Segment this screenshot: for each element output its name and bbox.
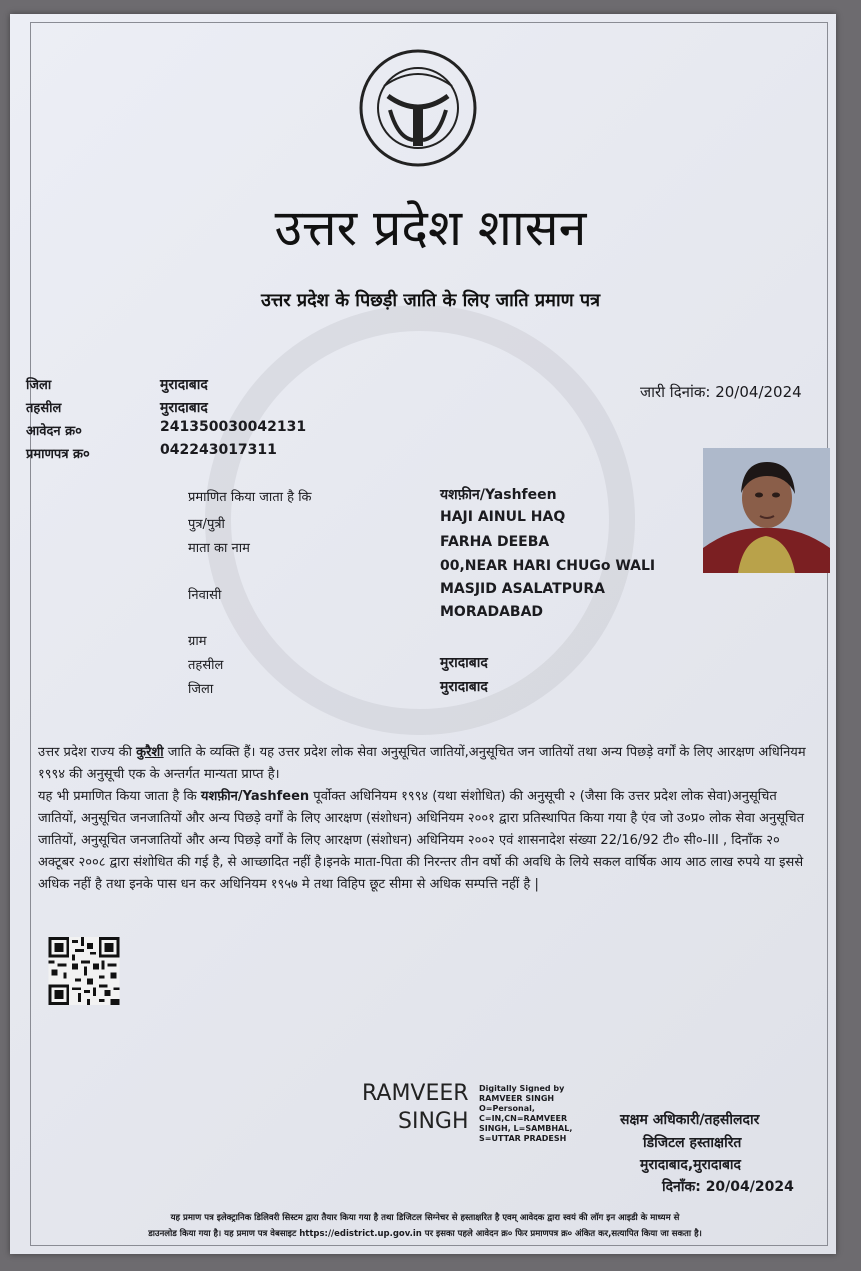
district-label: जिला — [26, 378, 52, 393]
resident-label: निवासी — [188, 588, 222, 603]
detail-tehsil-value: मुरादाबाद — [440, 655, 488, 671]
certify-label: प्रमाणित किया जाता है कि — [188, 490, 312, 505]
certificate-body — [38, 742, 818, 896]
address-line-3: MORADABAD — [440, 604, 544, 620]
body-paragraph-1 — [38, 742, 818, 786]
watermark-emblem — [205, 305, 635, 735]
district-value: मुरादाबाद — [160, 377, 208, 393]
footer-note — [40, 1210, 810, 1242]
document-title: उत्तर प्रदेश शासन — [274, 199, 587, 257]
body-p1-rest: जाति के व्यक्ति हैं। यह उत्तर प्रदेश लोक सेवा अनुसूचित जातियों,अनुसूचित जन जातियों तथा अन्य पिछड़े वर्गों के लिए आरक्षण अधिनियम १९९४ की अनुसूची एक के अन्तर्गत मान्यता प्राप्त है। — [38, 745, 806, 782]
mother-value: FARHA DEEBA — [440, 534, 550, 550]
body-p2-intro: यह भी प्रमाणित किया जाता है कि — [38, 789, 201, 804]
footer-line-1: यह प्रमाण पत्र इलेक्ट्रानिक डिलिवरी सिस्टम द्वारा तैयार किया गया है तथा डिजिटल सिग्नेचर से हस्ताक्षरित है एवम् आवेदक द्वारा स्वयं की लॉग इन आइडी के माध्यम से — [170, 1213, 680, 1223]
sig-meta-6: S=UTTAR PRADESH — [479, 1134, 567, 1143]
officer-place: मुरादाबाद,मुरादाबाद — [640, 1157, 741, 1173]
up-government-emblem — [358, 48, 478, 168]
qr-code — [48, 937, 120, 1005]
body-applicant-name: यशफ़ीन/Yashfeen — [200, 789, 310, 804]
address-line-1: 00,NEAR HARI CHUGo WALI — [440, 558, 656, 574]
certify-value: यशफ़ीन/Yashfeen — [440, 487, 557, 503]
issue-date-label: जारी दिनांक: — [640, 383, 711, 401]
child-of-label: पुत्र/पुत्री — [188, 517, 225, 532]
application-no-label: आवेदन क्र० — [26, 424, 82, 439]
sig-meta-2: RAMVEER SINGH — [479, 1094, 555, 1103]
officer-designation: सक्षम अधिकारी/तहसीलदार — [620, 1112, 760, 1128]
certificate-no-value: 042243017311 — [160, 442, 277, 458]
officer-date-value: 20/04/2024 — [705, 1179, 794, 1195]
officer-date — [662, 1177, 794, 1196]
detail-district-label: जिला — [188, 682, 214, 697]
signer-name-line-1: RAMVEER — [362, 1081, 469, 1106]
sig-meta-3: O=Personal, — [479, 1104, 535, 1113]
digital-signature-details — [479, 1084, 572, 1144]
detail-district-value: मुरादाबाद — [440, 679, 488, 695]
issue-date — [640, 382, 802, 402]
village-label: ग्राम — [188, 634, 207, 649]
sig-meta-1: Digitally Signed by — [479, 1084, 565, 1093]
sig-meta-5: SINGH, L=SAMBHAL, — [479, 1124, 573, 1133]
mother-label: माता का नाम — [188, 541, 250, 556]
certificate-no-label: प्रमाणपत्र क्र० — [26, 447, 90, 462]
detail-tehsil-label: तहसील — [188, 658, 224, 673]
document-subtitle: उत्तर प्रदेश के पिछड़ी जाति के लिए जाति प्रमाण पत्र — [260, 290, 601, 311]
sig-meta-4: C=IN,CN=RAMVEER — [479, 1114, 568, 1123]
applicant-photo — [703, 448, 830, 573]
officer-date-label: दिनाँक: — [662, 1179, 701, 1195]
application-no-value: 241350030042131 — [160, 419, 307, 435]
issue-date-value: 20/04/2024 — [715, 383, 802, 401]
officer-digitally-signed: डिजिटल हस्ताक्षरित — [643, 1135, 742, 1151]
tehsil-label: तहसील — [26, 401, 62, 416]
footer-line-2: डाउनलोड किया गया है। यह प्रमाण पत्र वेबसाइट https://edistrict.up.gov.in पर इसका पहले आवेदन क्र० फिर प्रमाणपत्र क्र० अंकित कर,सत्यापित किया जा सकता है। — [148, 1229, 702, 1239]
body-p1-intro: उत्तर प्रदेश राज्य की — [38, 745, 137, 760]
signer-name-line-2: SINGH — [398, 1109, 469, 1134]
child-of-value: HAJI AINUL HAQ — [440, 509, 566, 525]
caste-name: कुरैशी — [136, 745, 164, 760]
tehsil-value: मुरादाबाद — [160, 400, 208, 416]
body-p2-rest: पूर्वोक्त अधिनियम १९९४ (यथा संशोधित) की अनुसूची २ (जैसा कि उत्तर प्रदेश लोक सेवा)अनुसूचित जातियों, अनुसूचित जनजातियों और अन्य पिछड़े वर्गों के लिए आरक्षण (संशोधन) अधिनियम २००१ द्वारा प्रतिस्थापित किया गया है एंव जो उ०प्र० लोक सेवा अनुसूचित जातियों, अनुसूचित जनजातियों और अन्य पिछड़े वर्गों के लिए आरक्षण (संशोधन) अधिनियम २००२ एवं शासनादेश संख्या 22/16/92 टी० सी०-III , दिनाँक २० अक्टूबर २००८ द्वारा संशोधित की गई है, से आच्छादित नहीं है।इनके माता-पिता की निरन्तर तीन वर्षो की अवधि के लिये सकल वार्षिक आय आठ लाख रुपये या इससे अधिक नहीं है तथा इनके पास धन कर अधिनियम १९५७ मे तथा विहिप छूट सीमा से अधिक सम्पत्ति नहीं है | — [38, 789, 805, 892]
body-paragraph-2 — [38, 786, 818, 896]
address-line-2: MASJID ASALATPURA — [440, 581, 605, 597]
